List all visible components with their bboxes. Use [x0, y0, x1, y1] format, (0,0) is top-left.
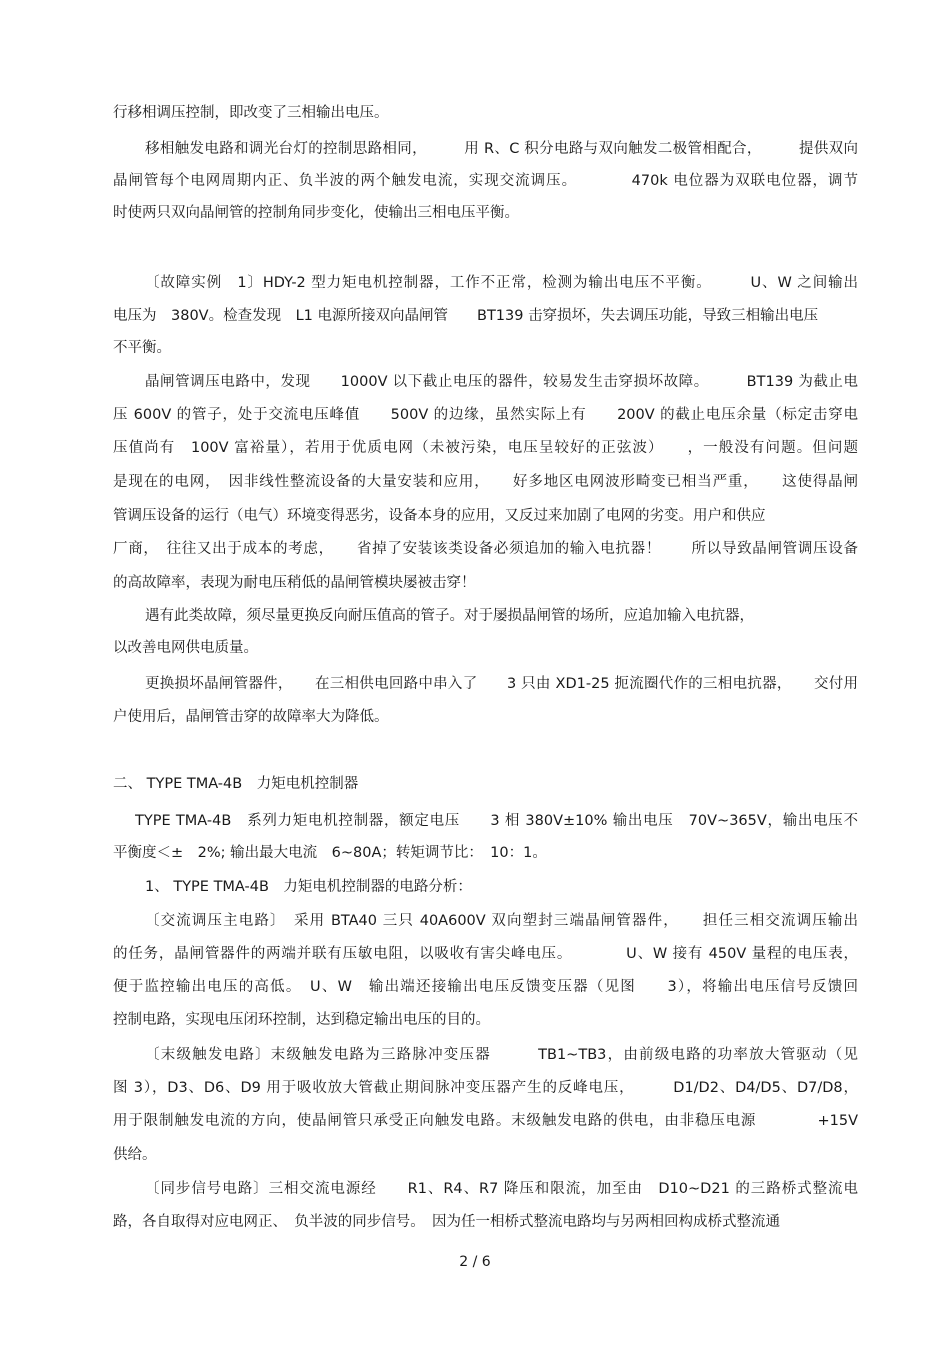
- text-line: TYPE TMA-4B 系列力矩电机控制器，额定电压 3 相 380V±10% 输出电压 70V~365V，输出电压不: [135, 813, 858, 829]
- text-line: 二、 TYPE TMA-4B 力矩电机控制器: [113, 776, 359, 792]
- text-line: 〔同步信号电路〕三相交流电源经 R1、R4、R7 降压和限流，加至由 D10~D21 的三路桥式整流电: [145, 1181, 858, 1197]
- text-line: 用于限制触发电流的方向，使晶闸管只承受正向触发电路。末级触发电路的供电，由非稳压电源 +15V: [113, 1113, 858, 1129]
- page-number: 2 / 6: [459, 1254, 491, 1270]
- text-line: 以改善电网供电质量。: [113, 640, 258, 656]
- text-line: 遇有此类故障，须尽量更换反向耐压值高的管子。对于屡损晶闸管的场所，应追加输入电抗器，: [145, 608, 754, 624]
- text-line: 1、 TYPE TMA-4B 力矩电机控制器的电路分析：: [145, 879, 472, 895]
- text-line: 是现在的电网， 因非线性整流设备的大量安装和应用， 好多地区电网波形畸变已相当严重， 这使得晶闸: [113, 474, 858, 490]
- text-line: 的高故障率，表现为耐电压稍低的晶闸管模块屡被击穿！: [113, 575, 476, 591]
- text-line: 路，各自取得对应电网正、 负半波的同步信号。 因为任一相桥式整流电路均与另两相回构成桥式整流通: [113, 1214, 780, 1230]
- text-line: 更换损坏晶闸管器件， 在三相供电回路中串入了 3 只由 XD1-25 扼流圈代作的三相电抗器， 交付用: [145, 676, 858, 692]
- text-line: 电压为 380V。检查发现 L1 电源所接双向晶闸管 BT139 击穿损坏，失去调压功能，导致三相输出电压: [113, 308, 819, 324]
- text-line: 压值尚有 100V 富裕量），若用于优质电网（未被污染，电压呈较好的正弦波） ，一般没有问题。但问题: [113, 440, 858, 456]
- text-line: 时使两只双向晶闸管的控制角同步变化，使输出三相电压平衡。: [113, 205, 519, 221]
- text-line: 管调压设备的运行（电气）环境变得恶劣，设备本身的应用，又反过来加剧了电网的劣变。用户和供应: [113, 508, 766, 524]
- text-line: 图 3），D3、D6、D9 用于吸收放大管截止期间脉冲变压器产生的反峰电压， D1/D2、D4/D5、D7/D8，: [113, 1080, 858, 1096]
- text-line: 平衡度＜± 2%; 输出最大电流 6~80A；转矩调节比： 10：1。: [113, 845, 547, 861]
- text-line: 不平衡。: [113, 340, 171, 356]
- text-line: 〔故障实例 1〕HDY-2 型力矩电机控制器，工作不正常，检测为输出电压不平衡。 U、W 之间输出: [145, 275, 858, 291]
- text-line: 户使用后，晶闸管击穿的故障率大为降低。: [113, 709, 389, 725]
- text-line: 控制电路，实现电压闭环控制，达到稳定输出电压的目的。: [113, 1012, 490, 1028]
- text-line: 〔末级触发电路〕末级触发电路为三路脉冲变压器 TB1~TB3，由前级电路的功率放大管驱动（见: [145, 1047, 858, 1063]
- text-line: 行移相调压控制，即改变了三相输出电压。: [113, 105, 389, 121]
- text-line: 供给。: [113, 1147, 157, 1163]
- text-line: 晶闸管调压电路中，发现 1000V 以下截止电压的器件，较易发生击穿损坏故障。 BT139 为截止电: [145, 374, 858, 390]
- text-line: 〔交流调压主电路〕 采用 BTA40 三只 40A600V 双向塑封三端晶闸管器件， 担任三相交流调压输出: [145, 913, 858, 929]
- text-line: 移相触发电路和调光台灯的控制思路相同， 用 R、C 积分电路与双向触发二极管相配合， 提供双向: [145, 141, 858, 157]
- text-line: 便于监控输出电压的高低。 U、W 输出端还接输出电压反馈变压器（见图 3），将输出电压信号反馈回: [113, 979, 858, 995]
- text-line: 的任务，晶闸管器件的两端并联有压敏电阻，以吸收有害尖峰电压。 U、W 接有 450V 量程的电压表，: [113, 946, 858, 962]
- text-line: 晶闸管每个电网周期内正、负半波的两个触发电流，实现交流调压。 470k 电位器为双联电位器，调节: [113, 173, 858, 189]
- text-line: 厂商， 往往又出于成本的考虑， 省掉了安装该类设备必须追加的输入电抗器！ 所以导致晶闸管调压设备: [113, 541, 858, 557]
- text-line: 压 600V 的管子，处于交流电压峰值 500V 的边缘，虽然实际上有 200V 的截止电压余量（标定击穿电: [113, 407, 858, 423]
